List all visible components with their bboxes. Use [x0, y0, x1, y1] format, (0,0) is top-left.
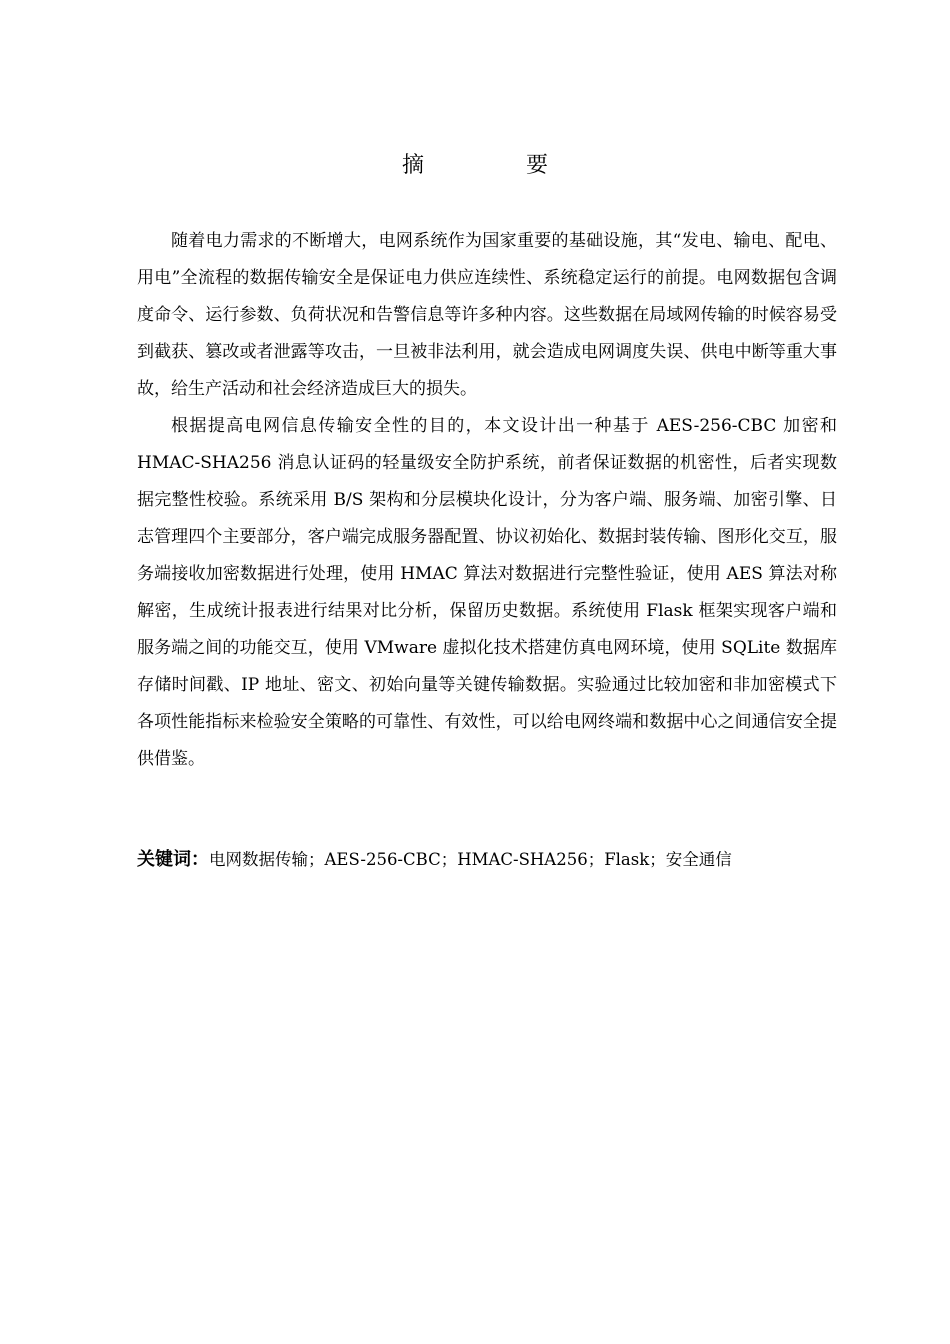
keywords-line — [137, 842, 837, 878]
abstract-paragraph-2: 根据提高电网信息传输安全性的目的，本文设计出一种基于 AES-256-CBC 加密和 HMAC-SHA256 消息认证码的轻量级安全防护系统，前者保证数据的机密性，后者实现数据完整性校验。系统采用 B/S 架构和分层模块化设计，分为客户端、服务端、加密引擎、日志管理四个主要部分，客户端完成服务器配置、协议初始化、数据封装传输、图形化交互，服务端接收加密数据进行处理，使用 HMAC 算法对数据进行完整性验证，使用 AES 算法对称解密，生成统计报表进行结果对比分析，保留历史数据。系统使用 Flask 框架实现客户端和服务端之间的功能交互，使用 VMware 虚拟化技术搭建仿真电网环境，使用 SQLite 数据库存储时间戳、IP 地址、密文、初始向量等关键传输数据。实验通过比较加密和非加密模式下各项性能指标来检验安全策略的可靠性、有效性，可以给电网终端和数据中心之间通信安全提供借鉴。 — [137, 416, 837, 769]
abstract-paragraph-1: 随着电力需求的不断增大，电网系统作为国家重要的基础设施，其“发电、输电、配电、用电”全流程的数据传输安全是保证电力供应连续性、系统稳定运行的前提。电网数据包含调度命令、运行参数、负荷状况和告警信息等许多种内容。这些数据在局域网传输的时候容易受到截获、篡改或者泄露等攻击，一旦被非法利用，就会造成电网调度失误、供电中断等重大事故，给生产活动和社会经济造成巨大的损失。 — [137, 231, 837, 399]
abstract-title: 摘 要 — [401, 153, 588, 178]
abstract-body — [137, 223, 837, 778]
keywords-text: 电网数据传输；AES-256-CBC；HMAC-SHA256；Flask；安全通信 — [209, 850, 732, 869]
keywords-label: 关键词： — [137, 849, 209, 870]
